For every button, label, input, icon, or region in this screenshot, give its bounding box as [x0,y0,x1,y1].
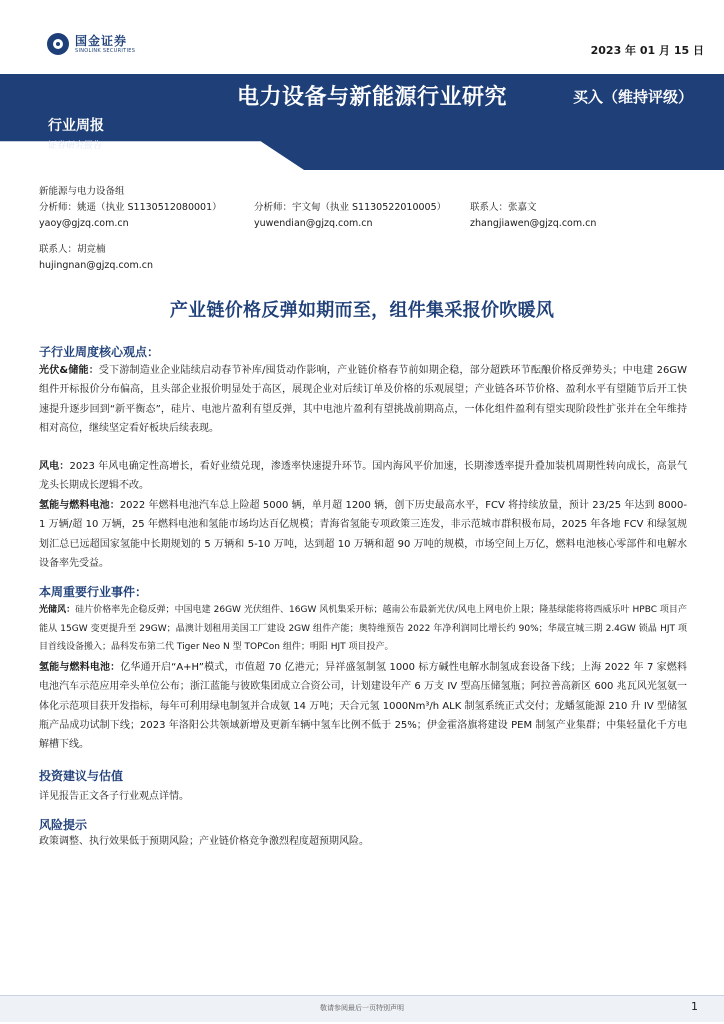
report-subtype: 证券研究报告 [48,141,103,151]
logo-icon [47,33,69,55]
section-events-title: 本周重要行业事件： [39,585,148,599]
para-pv-storage-text: 受下游制造业企业陆续启动春节补库/囤货动作影响，产业链价格春节前如期企稳，部分超跌环节酝酿价格反弹势头；中电建 26GW 组件开标报价分布偏高，且头部企业报价明显处于高区，展现企业对后续订单及价格的乐观展望；产业链各环节价格、盈利水平有望随节后开工快速提升逐步回到“新平衡态”，硅片、电池片盈利有望反弹，其中电池片盈利有望挑战前期高点，一体化组件盈利有望实现阶段性扩张并在全年维持相对高位，继续坚定看好板块后续表现。 [39,365,687,434]
analyst-group: 新能源与电力设备组 [39,186,125,197]
page-number: 1 [691,1000,698,1013]
contact-1-email: zhangjiawen@gjzq.com.cn [470,218,597,229]
company-logo [47,33,135,55]
events-hydrogen-label: 氢能与燃料电池： [39,662,121,673]
para-pv-storage [39,361,687,438]
analyst-1-email: yaoy@gjzq.com.cn [39,218,129,229]
report-title: 电力设备与新能源行业研究 [237,85,508,110]
events-hydrogen-text: 亿华通开启“A+H”模式，市值超 70 亿港元；异祥盛氢制氢 1000 标方碱性电解水制氢成套设备下线；上海 2022 年 7 家燃料电池汽车示范应用牵头单位公布；浙江蓝能与彼欧集团成立合资公司，计划建设年产 6 万支 IV 型高压储氢瓶；阿拉善高新区 600 兆瓦风光氢氨一体化示范项目获开发指标，每年可利用绿电制氢并合成氨 14 万吨；天合元氢 1000Nm³/h ALK 制氢系统正式交付；龙蟠氢能源 210 升 IV 型储氢瓶产品成功试制下线；2023 年洛阳公共领域新增及更新车辆中氢车比例不低于 25%；伊金霍洛旗将建设 PEM 制氢产业集群；中集轻量化千方电解槽下线。 [39,662,687,751]
para-hydrogen-label: 氢能与燃料电池： [39,500,120,511]
section-risk-title: 风险提示 [39,818,88,832]
contact-1-name: 联系人：张嘉文 [470,202,537,213]
para-hydrogen-text: 2022 年燃料电池汽车总上险超 5000 辆，单月超 1200 辆，创下历史最高水平，FCV 将持续放量，预计 23/25 年达到 8000-1 万辆/超 10 万辆，25 年燃料电池和氢能市场均达百亿规模；青海省氢能专项政策三连发，非示范城市群积极布局，2025 年各地 FCV 和绿氢规划汇总已远超国家氢能中长期规划的 5 万辆和 5-10 万吨，达到超 10 万辆和超 90 万吨的规模，市场空间上万亿，燃料电池核心零部件和电解水设备率先受益。 [39,500,687,569]
risk-text: 政策调整、执行效果低于预期风险；产业链价格竞争激烈程度超预期风险。 [39,836,369,847]
logo-cn: 国金证券 [75,33,128,48]
events-pv-wind-text: 硅片价格率先企稳反弹；中国电建 26GW 光伏组件、16GW 风机集采开标；越南公布最新光伏/风电上网电价上限；隆基绿能将将西威乐叶 HPBC 项目产能从 15GW 变更提升至 29GW；晶澳计划租用美国工厂建设 2GW 组件产能；奥特维预告 2022 年净利润同比增长约 90%；华晟宣城三期 2.4GW 锁晶 HJT 项目首线设备搬入；晶科发布第二代 Tiger Neo N 型 TOPCon 组件；明阳 HJT 项目投产。 [39,605,687,653]
para-hydrogen [39,496,687,573]
rating: 买入（维持评级） [573,88,694,106]
section-investment-title: 投资建议与估值 [39,769,124,783]
footer-disclaimer: 敬请参阅最后一页特别声明 [320,1004,404,1012]
events-hydrogen [39,658,687,754]
events-pv-wind-label: 光储风： [39,605,76,615]
section-core-views-title: 子行业周度核心观点： [39,345,160,359]
para-pv-storage-label: 光伏&储能： [39,365,99,376]
contact-2-email: hujingnan@gjzq.com.cn [39,260,153,271]
logo-en: SINOLINK SECURITIES [75,47,136,54]
para-wind-label: 风电： [39,461,70,472]
investment-text: 详见报告正文各子行业观点详情。 [39,791,189,802]
para-wind [39,457,687,496]
analyst-2-name: 分析师：宇文甸（执业 S1130522010005） [254,202,447,213]
contact-2-name: 联系人：胡竞楠 [39,244,106,255]
report-date: 2023 年 01 月 15 日 [590,44,704,57]
analyst-2-email: yuwendian@gjzq.com.cn [254,218,373,229]
report-headline: 产业链价格反弹如期而至，组件集采报价吹暖风 [169,300,555,321]
para-wind-text: 2023 年风电确定性高增长，看好业绩兑现，渗透率快速提升环节。国内海风平价加速，长期渗透率提升叠加装机周期性转向成长，高景气龙头长期成长逻辑不改。 [39,461,687,492]
report-type: 行业周报 [48,118,104,134]
analyst-1-name: 分析师：姚遥（执业 S1130512080001） [39,202,222,213]
events-pv-wind [39,601,687,657]
